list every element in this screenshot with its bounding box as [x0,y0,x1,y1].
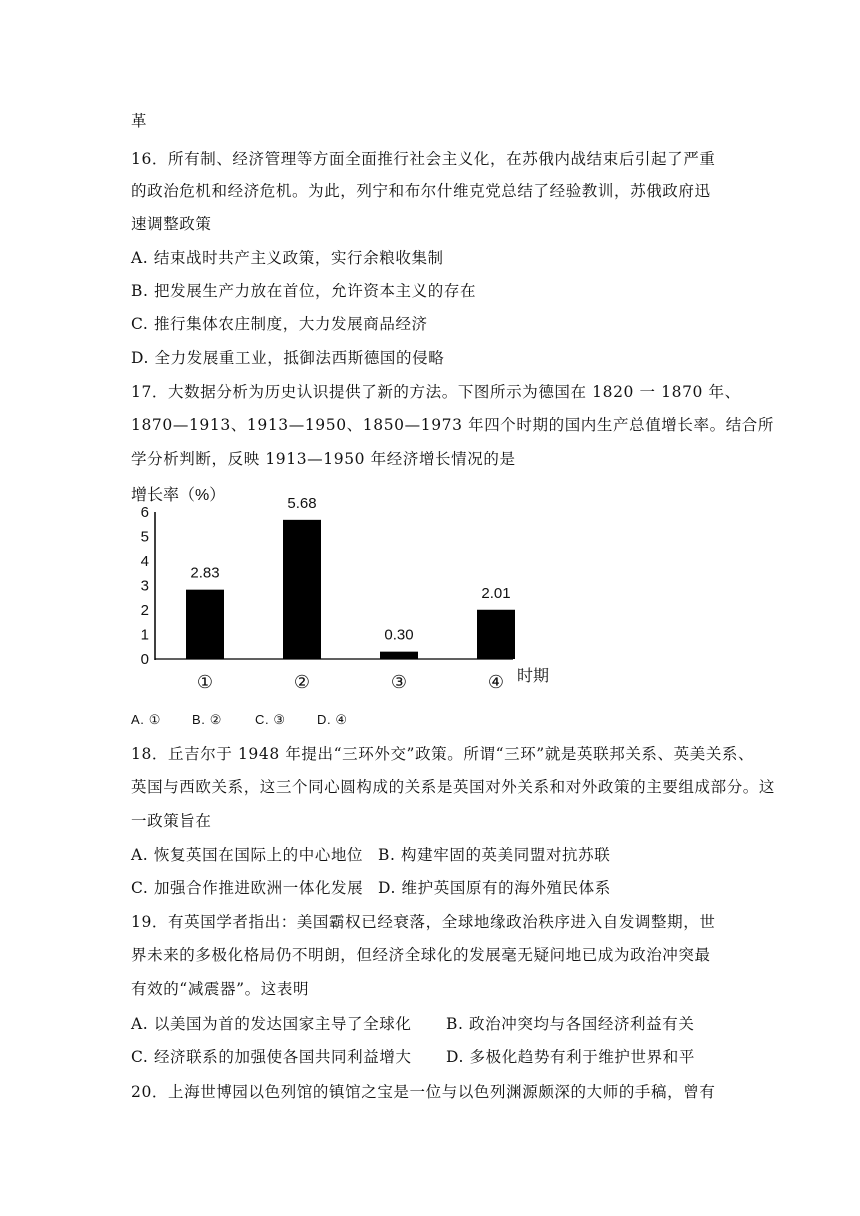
category-label: ③ [390,672,408,692]
question-17-line-2: 1870—1913、1913—1950、1850—1973 年四个时期的国内生产总值增长率。结合所 [131,416,775,434]
question-16-option-b[interactable]: B. 把发展生产力放在首位，允许资本主义的存在 [131,282,477,300]
chart-y-axis-title: 增长率（%） [131,487,226,504]
bar-2 [283,520,321,659]
y-tick-label: 2 [140,602,149,619]
question-20-line-1: 20．上海世博园以色列馆的镇馆之宝是一位与以色列渊源颇深的大师的手稿，曾有 [131,1083,716,1101]
question-18-option-a[interactable]: A. 恢复英国在国际上的中心地位 [131,846,364,864]
bar-3 [380,652,418,659]
question-19-option-b[interactable]: B. 政治冲突均与各国经济利益有关 [446,1015,695,1033]
question-17-option-b[interactable]: B. ② [192,712,222,727]
bar-value-label: 2.01 [481,584,511,602]
question-18-line-3: 一政策旨在 [131,812,212,830]
question-17-option-a[interactable]: A. ① [131,712,161,727]
y-tick-label: 0 [140,651,149,668]
question-17-line-1: 17．大数据分析为历史认识提供了新的方法。下图所示为德国在 1820 一 1870 年、 [131,383,741,401]
y-tick-label: 6 [140,504,149,521]
question-17-option-d[interactable]: D. ④ [317,712,348,727]
question-16-line-1: 16．所有制、经济管理等方面全面推行社会主义化，在苏俄内战结束后引起了严重 [131,150,716,168]
y-tick-label: 3 [140,577,149,595]
category-label: ④ [487,672,505,692]
question-19-option-a[interactable]: A. 以美国为首的发达国家主导了全球化 [131,1015,412,1033]
y-tick-label: 1 [140,626,149,644]
bar-value-label: 2.83 [190,564,220,582]
category-label: ① [196,672,214,692]
question-16-option-d[interactable]: D. 全力发展重工业，抵御法西斯德国的侵略 [131,349,445,367]
bar-value-label: 5.68 [287,494,317,512]
text-line: 革 [131,112,148,130]
question-17-line-3: 学分析判断，反映 1913—1950 年经济增长情况的是 [131,450,516,468]
question-16-line-2: 的政治危机和经济危机。为此，列宁和布尔什维克党总结了经验教训，苏俄政府迅 [131,182,711,200]
question-19-line-2: 界未来的多极化格局仍不明朗，但经济全球化的发展毫无疑问地已成为政治冲突最 [131,946,711,964]
bar-4 [477,610,515,659]
question-16-option-a[interactable]: A. 结束战时共产主义政策，实行余粮收集制 [131,249,444,267]
question-18-option-b[interactable]: B. 构建牢固的英美同盟对抗苏联 [378,846,611,864]
question-18-line-1: 18．丘吉尔于 1948 年提出“三环外交”政策。所谓“三环”就是英联邦关系、英美关系、 [131,745,755,763]
question-16-line-3: 速调整政策 [131,215,212,233]
chart-x-axis-title: 时期 [517,668,550,685]
question-18-line-2: 英国与西欧关系，这三个同心圆构成的关系是英国对外关系和对外政策的主要组成部分。这 [131,778,776,796]
question-18-option-c[interactable]: C. 加强合作推进欧洲一体化发展 [131,879,364,897]
question-19-option-d[interactable]: D. 多极化趋势有利于维护世界和平 [446,1048,695,1066]
category-label: ② [293,672,311,692]
y-tick-label: 5 [140,528,149,546]
question-19-line-1: 19．有英国学者指出：美国霸权已经衰落，全球地缘政治秩序进入自发调整期，世 [131,913,716,931]
bar-1 [186,590,224,659]
question-16-option-c[interactable]: C. 推行集体农庄制度，大力发展商品经济 [131,315,428,333]
bar-value-label: 0.30 [384,626,414,644]
question-19-option-c[interactable]: C. 经济联系的加强使各国共同利益增大 [131,1048,412,1066]
y-tick-label: 4 [140,553,149,570]
question-18-option-d[interactable]: D. 维护英国原有的海外殖民体系 [378,879,611,897]
question-17-option-c[interactable]: C. ③ [255,712,286,727]
question-19-line-3: 有效的“减震器”。这表明 [131,980,310,998]
